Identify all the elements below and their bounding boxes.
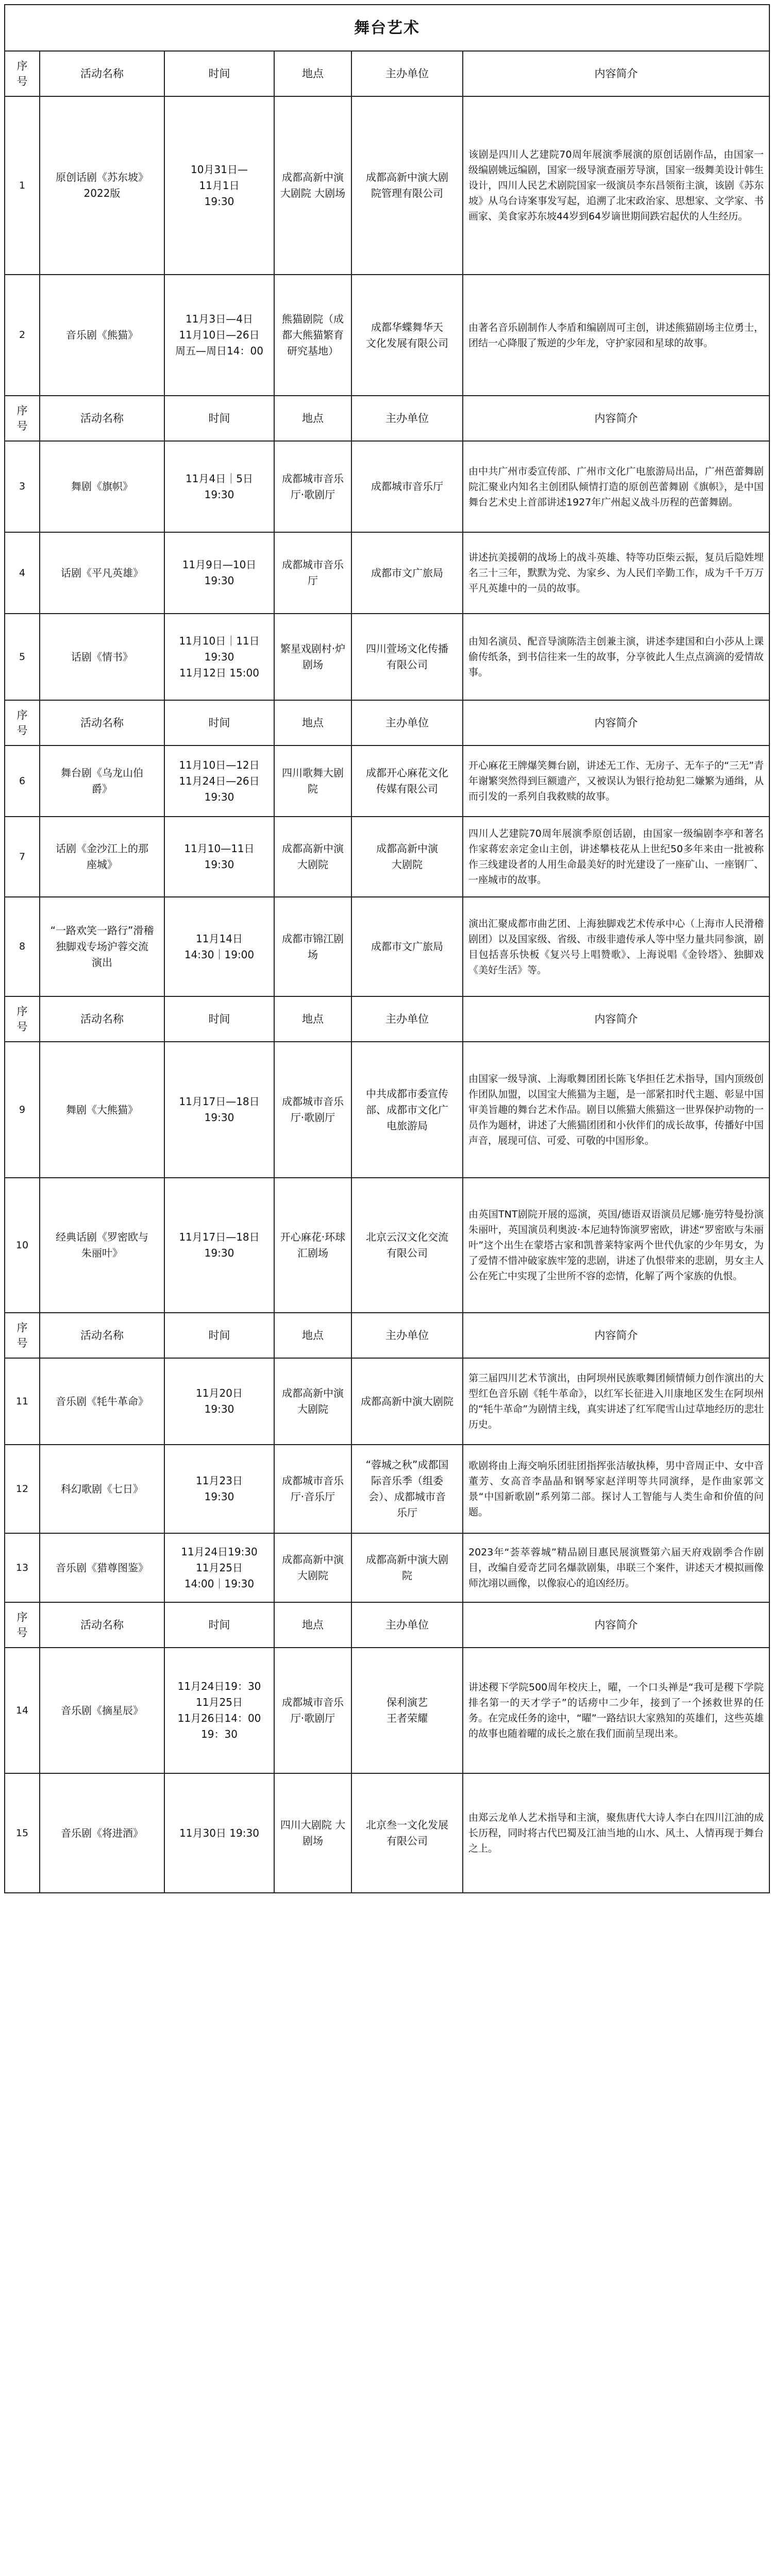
header-desc: 内容简介 [463, 51, 769, 96]
header-name: 活动名称 [40, 1602, 164, 1648]
activity-place [274, 1178, 351, 1313]
activity-name-line: 音乐剧《摘星辰》 [61, 1704, 143, 1717]
table-row [5, 532, 769, 614]
table-row [5, 745, 769, 817]
activity-name [40, 1773, 164, 1893]
activity-time [164, 745, 274, 817]
activity-place-line: 大剧院 [297, 1569, 328, 1582]
activity-organizer-line: 会）、成都城市音 [368, 1490, 446, 1503]
table-title: 舞台艺术 [5, 5, 769, 51]
header-org: 主办单位 [351, 700, 463, 745]
activity-place [274, 1533, 351, 1602]
activity-place-line: 四川大剧院 大 [280, 1819, 346, 1831]
header-name: 活动名称 [40, 996, 164, 1042]
activity-organizer [351, 614, 463, 700]
activity-organizer [351, 1533, 463, 1602]
activity-organizer-line: 大剧院 [392, 858, 423, 871]
activity-organizer-line: 王者荣耀 [386, 1712, 428, 1724]
table-row [5, 1773, 769, 1893]
activity-time-line: 11月10日—26日 [179, 329, 260, 341]
header-time: 时间 [164, 1602, 274, 1648]
activity-organizer-line: 院管理有限公司 [371, 187, 443, 199]
header-row [5, 1602, 769, 1648]
activity-place [274, 1648, 351, 1773]
activity-place-line: 成都城市音乐 [282, 472, 344, 485]
header-seq-char: 序 [16, 1005, 28, 1018]
header-seq-char: 号 [16, 75, 28, 88]
activity-place [274, 275, 351, 396]
activity-time-line: 11月12日 15:00 [179, 666, 259, 679]
activity-place-line: 都大熊猫繁育 [282, 329, 344, 341]
table-row [5, 1042, 769, 1178]
header-seq-char: 序 [16, 1611, 28, 1623]
activity-place-line: 成都高新中演 [282, 1553, 344, 1566]
activity-place [274, 614, 351, 700]
activity-place-line: 成都城市音乐 [282, 558, 344, 571]
header-time: 时间 [164, 396, 274, 441]
activity-place [274, 1445, 351, 1533]
activity-place-line: 场 [308, 948, 318, 961]
activity-place-line: 剧场 [303, 1835, 323, 1847]
activity-organizer [351, 1178, 463, 1313]
activity-organizer [351, 1773, 463, 1893]
activity-place-line: 厅·歌剧厅 [290, 1111, 335, 1124]
activity-name [40, 441, 164, 532]
header-place: 地点 [274, 1313, 351, 1358]
table-row [5, 275, 769, 396]
activity-organizer [351, 1445, 463, 1533]
activity-time-line: 11月10—11日 [184, 842, 255, 855]
header-name: 活动名称 [40, 51, 164, 96]
activity-name-line: 舞台剧《乌龙山伯 [61, 767, 143, 779]
row-number: 12 [5, 1445, 40, 1533]
activity-time-line: 19:30 [204, 1403, 234, 1415]
activity-time-line: 19：30 [201, 1728, 238, 1740]
activity-organizer [351, 897, 463, 996]
header-seq-char: 序 [16, 709, 28, 721]
activity-name-line: 朱丽叶》 [81, 1247, 123, 1259]
activity-place-line: 大剧院 [297, 858, 328, 871]
activity-description: 讲述稷下学院500周年校庆上，曜，一个口头禅是“我可是稷下学院排名第一的天才学子”的话痨中二少年，接到了一个拯救世界的任务。在完成任务的途中，“曜”一路结识大家熟知的英雄们，这些英雄的故事也随着曜的成长之旅在我们面前呈现出来。 [463, 1648, 769, 1773]
activity-time-line: 11月25日 [196, 1696, 243, 1708]
activity-name [40, 897, 164, 996]
row-number: 15 [5, 1773, 40, 1893]
activity-organizer-line: 保利演艺 [386, 1696, 428, 1708]
activity-time-line: 11月23日 [196, 1475, 243, 1487]
activity-name [40, 1533, 164, 1602]
header-seq [5, 996, 40, 1042]
header-seq [5, 1602, 40, 1648]
activity-organizer [351, 275, 463, 396]
activity-organizer-line: 成都华蝶舞华天 [371, 320, 443, 333]
activity-place-line: 繁星戏剧村·炉 [280, 642, 346, 655]
activity-time-line: 14:00｜19:30 [184, 1577, 255, 1590]
activity-place [274, 745, 351, 817]
activity-place-line: 四川歌舞大剧 [282, 767, 344, 779]
activity-name-line: 舞剧《旗帜》 [71, 480, 133, 493]
header-seq-char: 号 [16, 420, 28, 432]
header-seq-char: 序 [16, 404, 28, 417]
activity-place-line: 厅·歌剧厅 [290, 488, 335, 501]
activity-time-line: 11月9日—10日 [182, 558, 257, 571]
header-place: 地点 [274, 396, 351, 441]
program-table [4, 4, 770, 1893]
activity-place-line: 成都城市音乐 [282, 1095, 344, 1108]
row-number: 9 [5, 1042, 40, 1178]
activity-time [164, 532, 274, 614]
activity-description: 演出汇聚成都市曲艺团、上海独脚戏艺术传承中心（上海市人民滑稽剧团）以及国家级、省级、市级非遗传承人等中坚力量共同参演，剧目包括喜乐快板《复兴号上唱赞歌》、上海说唱《金铃塔》、独脚戏《美好生活》等。 [463, 897, 769, 996]
header-desc: 内容简介 [463, 396, 769, 441]
activity-time [164, 1648, 274, 1773]
activity-organizer-line: 北京云汉文化交流 [366, 1231, 448, 1243]
header-org: 主办单位 [351, 996, 463, 1042]
table-row [5, 614, 769, 700]
activity-organizer [351, 1648, 463, 1773]
header-desc: 内容简介 [463, 700, 769, 745]
activity-organizer-line: 部、成都市文化广 [366, 1103, 448, 1116]
header-name: 活动名称 [40, 396, 164, 441]
activity-place-line: 成都高新中演 [282, 1387, 344, 1399]
activity-organizer-line: 北京叁一文化发展 [366, 1819, 448, 1831]
activity-time-line: 11月17日—18日 [179, 1231, 260, 1243]
activity-description: 由中共广州市委宣传部、广州市文化广电旅游局出品，广州芭蕾舞剧院汇聚业内知名主创团队倾情打造的原创芭蕾舞剧《旗帜》，是中国舞台艺术史上首部讲述1927年广州起义战斗历程的芭蕾舞剧。 [463, 441, 769, 532]
activity-organizer [351, 745, 463, 817]
activity-place [274, 1042, 351, 1178]
activity-description: 该剧是四川人艺建院70周年展演季展演的原创话剧作品，由国家一级编剧姚远编剧，国家一级导演查丽芳导演，国家一级舞美设计韩生设计，四川人民艺术剧院国家一级演员李东昌领衔主演，该剧《苏东坡》从乌台诗案事发写起，追溯了北宋政治家、思想家、文学家、书画家、美食家苏东坡44岁到64岁谪世期间跌宕起伏的人生经历。 [463, 96, 769, 275]
activity-place-line: 成都城市音乐 [282, 1696, 344, 1708]
activity-organizer-line: 成都城市音乐厅 [371, 480, 443, 493]
activity-place [274, 1358, 351, 1445]
activity-time-line: 11月26日14：00 [177, 1712, 261, 1724]
header-row [5, 396, 769, 441]
activity-name [40, 96, 164, 275]
activity-organizer-line: 际音乐季（组委 [371, 1475, 443, 1487]
activity-time-line: 19:30 [204, 858, 234, 871]
header-desc: 内容简介 [463, 996, 769, 1042]
row-number: 4 [5, 532, 40, 614]
activity-time-line: 19:30 [204, 790, 234, 803]
activity-organizer-line: “蓉城之秋”成都国 [365, 1459, 449, 1471]
header-row [5, 1313, 769, 1358]
activity-name-line: 经典话剧《罗密欧与 [56, 1231, 148, 1243]
table-row [5, 817, 769, 897]
activity-time-line: 11月25日 [196, 1561, 243, 1574]
activity-name-line: 演出 [92, 956, 112, 969]
activity-time [164, 96, 274, 275]
activity-place-line: 研究基地） [287, 345, 339, 357]
header-seq-char: 号 [16, 1021, 28, 1033]
header-seq-char: 序 [16, 1321, 28, 1334]
activity-name-line: 话剧《情书》 [71, 650, 133, 663]
activity-organizer [351, 441, 463, 532]
activity-place [274, 817, 351, 897]
activity-name-line: 座城》 [87, 858, 117, 871]
activity-name [40, 1648, 164, 1773]
header-org: 主办单位 [351, 396, 463, 441]
activity-name-line: 音乐剧《牦牛革命》 [56, 1395, 148, 1408]
activity-description: 2023年“荟萃蓉城”精品剧目惠民展演暨第六届天府戏剧季合作剧目，改编自爱奇艺同名爆款剧集，串联三个案件，讲述天才模拟画像师沈翊以画像，以像寂心的追凶经历。 [463, 1533, 769, 1602]
header-desc: 内容简介 [463, 1313, 769, 1358]
activity-time [164, 897, 274, 996]
activity-place [274, 1773, 351, 1893]
activity-name-line: “一路欢笑一路行”滑稽 [50, 924, 154, 937]
activity-name [40, 532, 164, 614]
activity-time-line: 11月1日 [199, 179, 240, 192]
activity-organizer-line: 有限公司 [386, 1247, 428, 1259]
activity-description: 由著名音乐剧制作人李盾和编剧周可主创，讲述熊猫剧场主位勇士，团结一心降服了叛逆的少年龙，守护家园和星球的故事。 [463, 275, 769, 396]
activity-organizer-line: 成都高新中演 [376, 842, 438, 855]
activity-time-line: 19:30 [204, 1111, 234, 1124]
activity-place-line: 厅·音乐厅 [290, 1490, 335, 1503]
activity-place-line: 厅·歌剧厅 [290, 1712, 335, 1724]
activity-time-line: 11月3日—4日 [186, 313, 253, 325]
row-number: 8 [5, 897, 40, 996]
activity-description: 由知名演员、配音导演陈浩主创兼主演，讲述李建国和白小莎从上课偷传纸条，到书信往来一生的故事，分享彼此人生点点滴滴的爱情故事。 [463, 614, 769, 700]
activity-organizer-line: 成都高新中演大剧院 [361, 1395, 453, 1408]
header-place: 地点 [274, 51, 351, 96]
activity-organizer [351, 96, 463, 275]
activity-time-line: 19:30 [204, 1247, 234, 1259]
activity-place-line: 剧场 [303, 658, 323, 671]
activity-organizer-line: 电旅游局 [386, 1119, 428, 1132]
activity-name-line: 独脚戏专场沪蓉交流 [56, 940, 148, 953]
row-number: 5 [5, 614, 40, 700]
header-org: 主办单位 [351, 51, 463, 96]
activity-place [274, 532, 351, 614]
activity-description: 第三届四川艺术节演出，由阿坝州民族歌舞团倾情倾力创作演出的大型红色音乐剧《牦牛革命》，以红军长征进入川康地区发生在阿坝州的“牦牛革命”为剧情主线，真实讲述了红军爬雪山过草地经历的悲壮历史。 [463, 1358, 769, 1445]
activity-name [40, 745, 164, 817]
activity-place [274, 441, 351, 532]
activity-time [164, 1042, 274, 1178]
activity-name [40, 1042, 164, 1178]
header-name: 活动名称 [40, 1313, 164, 1358]
activity-time-line: 11月24日19：30 [177, 1680, 261, 1692]
header-row [5, 996, 769, 1042]
header-row [5, 51, 769, 96]
activity-place-line: 院 [308, 783, 318, 795]
activity-time [164, 1358, 274, 1445]
header-seq [5, 700, 40, 745]
activity-place-line: 汇剧场 [297, 1247, 328, 1259]
header-name: 活动名称 [40, 700, 164, 745]
row-number: 11 [5, 1358, 40, 1445]
activity-time [164, 1445, 274, 1533]
table-row [5, 1178, 769, 1313]
activity-organizer [351, 817, 463, 897]
activity-name [40, 1178, 164, 1313]
header-org: 主办单位 [351, 1313, 463, 1358]
activity-organizer-line: 成都市文广旅局 [371, 566, 443, 579]
activity-organizer [351, 1358, 463, 1445]
activity-time-line: 11月10日—12日 [179, 758, 260, 771]
header-time: 时间 [164, 996, 274, 1042]
table-row [5, 1648, 769, 1773]
header-desc: 内容简介 [463, 1602, 769, 1648]
activity-organizer-line: 中共成都市委宣传 [366, 1087, 448, 1100]
activity-organizer [351, 1042, 463, 1178]
activity-time-line: 19:30 [204, 1490, 234, 1503]
activity-time [164, 275, 274, 396]
activity-organizer-line: 有限公司 [386, 658, 428, 671]
activity-name-line: 舞剧《大熊猫》 [66, 1103, 138, 1116]
activity-time-line: 11月24日19:30 [181, 1545, 258, 1558]
program-table-body [5, 5, 769, 1893]
activity-time-line: 10月31日— [191, 163, 248, 176]
header-seq [5, 1313, 40, 1358]
header-time: 时间 [164, 700, 274, 745]
activity-organizer-line: 成都高新中演大剧 [366, 171, 448, 183]
header-time: 时间 [164, 51, 274, 96]
activity-time-line: 11月20日 [196, 1387, 243, 1399]
activity-time [164, 1533, 274, 1602]
header-seq-char: 号 [16, 724, 28, 737]
row-number: 3 [5, 441, 40, 532]
activity-description: 歌剧将由上海交响乐团驻团指挥张洁敏执棒，男中音周正中、女中音董芳、女高音李晶晶和钢琴家赵洋明等共同演绎，是作曲家郭文景“中国新歌剧”系列第二部。探讨人工智能与人类生命和价值的问题。 [463, 1445, 769, 1533]
activity-organizer-line: 院 [402, 1569, 412, 1582]
header-seq [5, 51, 40, 96]
activity-name-line: 2022版 [83, 187, 121, 199]
activity-time [164, 1773, 274, 1893]
activity-name [40, 1358, 164, 1445]
activity-time-line: 19:30 [204, 195, 234, 208]
activity-place-line: 大剧院 [297, 1403, 328, 1415]
activity-organizer-line: 传媒有限公司 [376, 783, 438, 795]
activity-time-line: 11月4日｜5日 [186, 472, 253, 485]
table-row [5, 441, 769, 532]
header-place: 地点 [274, 700, 351, 745]
activity-organizer-line: 四川萱场文化传播 [366, 642, 448, 655]
activity-description: 由英国TNT剧院开展的巡演，英国/德语双语演员尼娜·施劳特曼扮演朱丽叶，英国演员利奥波·本尼迪特饰演罗密欧，讲述“罗密欧与朱丽叶”这个出生在蒙塔古家和凯普莱特家两个世代仇家的少年男女，为了爱情不惜冲破家族牢笼的悲剧，讲述了仇恨带来的悲剧，男女主人公在死亡中实现了尘世所不容的恋情，化解了两个家族的仇恨。 [463, 1178, 769, 1313]
activity-organizer-line: 文化发展有限公司 [366, 336, 448, 349]
activity-name [40, 1445, 164, 1533]
activity-name [40, 275, 164, 396]
activity-description: 讲述抗美援朝的战场上的战斗英雄、特等功臣柴云振，复员后隐姓埋名三十三年，默默为党、为家乡、为人民们辛勤工作，成为千千万万平凡英雄中的一员的故事。 [463, 532, 769, 614]
activity-organizer-line: 成都市文广旅局 [371, 940, 443, 953]
activity-name-line: 音乐剧《将进酒》 [61, 1826, 143, 1839]
activity-time [164, 614, 274, 700]
activity-place-line: 成都城市音乐 [282, 1475, 344, 1487]
row-number: 10 [5, 1178, 40, 1313]
activity-time-line: 19:30 [204, 650, 234, 663]
activity-description: 开心麻花王牌爆笑舞台剧，讲述无工作、无房子、无车子的“三无”青年谢繁突然得到巨额遗产，又被误认为银行抢劫犯二嫌繁为通缉，从而引发的一系列自我救赎的故事。 [463, 745, 769, 817]
activity-name [40, 817, 164, 897]
activity-time-line: 11月24日—26日 [179, 774, 260, 787]
activity-name-line: 音乐剧《猎尊图鉴》 [56, 1561, 148, 1574]
activity-place-line: 大剧院 大剧场 [280, 187, 346, 199]
activity-name-line: 话剧《平凡英雄》 [61, 566, 143, 579]
activity-place-line: 厅 [308, 574, 318, 587]
activity-place-line: 开心麻花·环球 [280, 1231, 346, 1243]
table-row [5, 1358, 769, 1445]
row-number: 7 [5, 817, 40, 897]
header-seq-char: 号 [16, 1626, 28, 1639]
header-org: 主办单位 [351, 1602, 463, 1648]
activity-name-line: 音乐剧《熊猫》 [66, 329, 138, 341]
table-row [5, 96, 769, 275]
activity-description: 由国家一级导演、上海歌舞团团长陈飞华担任艺术指导，国内顶级创作团队加盟，以国宝大熊猫为主题，是一部紧扣时代主题、彰显中国审美旨趣的舞台艺术作品。剧目以熊猫大熊猫这一世界保护动物的一员作为题材，讲述了大熊猫团团和小伙伴们的成长故事，传播好中国声音，展现可信、可爱、可敬的中国形象。 [463, 1042, 769, 1178]
activity-organizer-line: 成都开心麻花文化 [366, 767, 448, 779]
header-row [5, 700, 769, 745]
activity-description: 四川人艺建院70周年展演季原创话剧，由国家一级编剧李亭和著名作家蒋宏亲定金山主创，讲述攀枝花从上世纪50多年来由一批被称作三线建设者的人用生命最美好的时光建设了一座矿山、一座钢厂、一座城市的故事。 [463, 817, 769, 897]
activity-name [40, 614, 164, 700]
activity-organizer [351, 532, 463, 614]
activity-time-line: 11月17日—18日 [179, 1095, 260, 1108]
row-number: 2 [5, 275, 40, 396]
activity-place [274, 897, 351, 996]
table-row [5, 1533, 769, 1602]
activity-time [164, 441, 274, 532]
activity-organizer-line: 乐厅 [397, 1506, 417, 1519]
row-number: 14 [5, 1648, 40, 1773]
row-number: 6 [5, 745, 40, 817]
header-place: 地点 [274, 996, 351, 1042]
header-time: 时间 [164, 1313, 274, 1358]
activity-time-line: 11月10日｜11日 [179, 634, 260, 647]
activity-time-line: 19:30 [204, 488, 234, 501]
activity-name-line: 话剧《金沙江上的那 [56, 842, 148, 855]
row-number: 1 [5, 96, 40, 275]
activity-place [274, 96, 351, 275]
row-number: 13 [5, 1533, 40, 1602]
activity-place-line: 成都高新中演 [282, 842, 344, 855]
activity-place-line: 熊猫剧院（成 [282, 313, 344, 325]
header-seq-char: 号 [16, 1337, 28, 1349]
activity-time [164, 1178, 274, 1313]
table-row [5, 1445, 769, 1533]
activity-organizer-line: 有限公司 [386, 1835, 428, 1847]
activity-time-line: 周五—周日14：00 [175, 345, 263, 357]
activity-organizer-line: 成都高新中演大剧 [366, 1553, 448, 1566]
activity-description: 由郑云龙单人艺术指导和主演，聚焦唐代大诗人李白在四川江油的成长历程，同时将古代巴蜀及江油当地的山水、风土、人情再现于舞台之上。 [463, 1773, 769, 1893]
activity-name-line: 爵》 [92, 783, 112, 795]
activity-name-line: 原创话剧《苏东坡》 [56, 171, 148, 183]
header-seq-char: 序 [16, 60, 28, 72]
activity-time-line: 19:30 [204, 574, 234, 587]
header-place: 地点 [274, 1602, 351, 1648]
activity-place-line: 成都市锦江剧 [282, 932, 344, 945]
activity-time-line: 14:30｜19:00 [184, 948, 255, 961]
activity-name-line: 科幻歌剧《七日》 [61, 1482, 143, 1495]
activity-time-line: 11月14日 [196, 932, 243, 945]
activity-place-line: 成都高新中演 [282, 171, 344, 183]
activity-time-line: 11月30日 19:30 [179, 1826, 259, 1839]
header-seq [5, 396, 40, 441]
activity-time [164, 817, 274, 897]
table-row [5, 897, 769, 996]
